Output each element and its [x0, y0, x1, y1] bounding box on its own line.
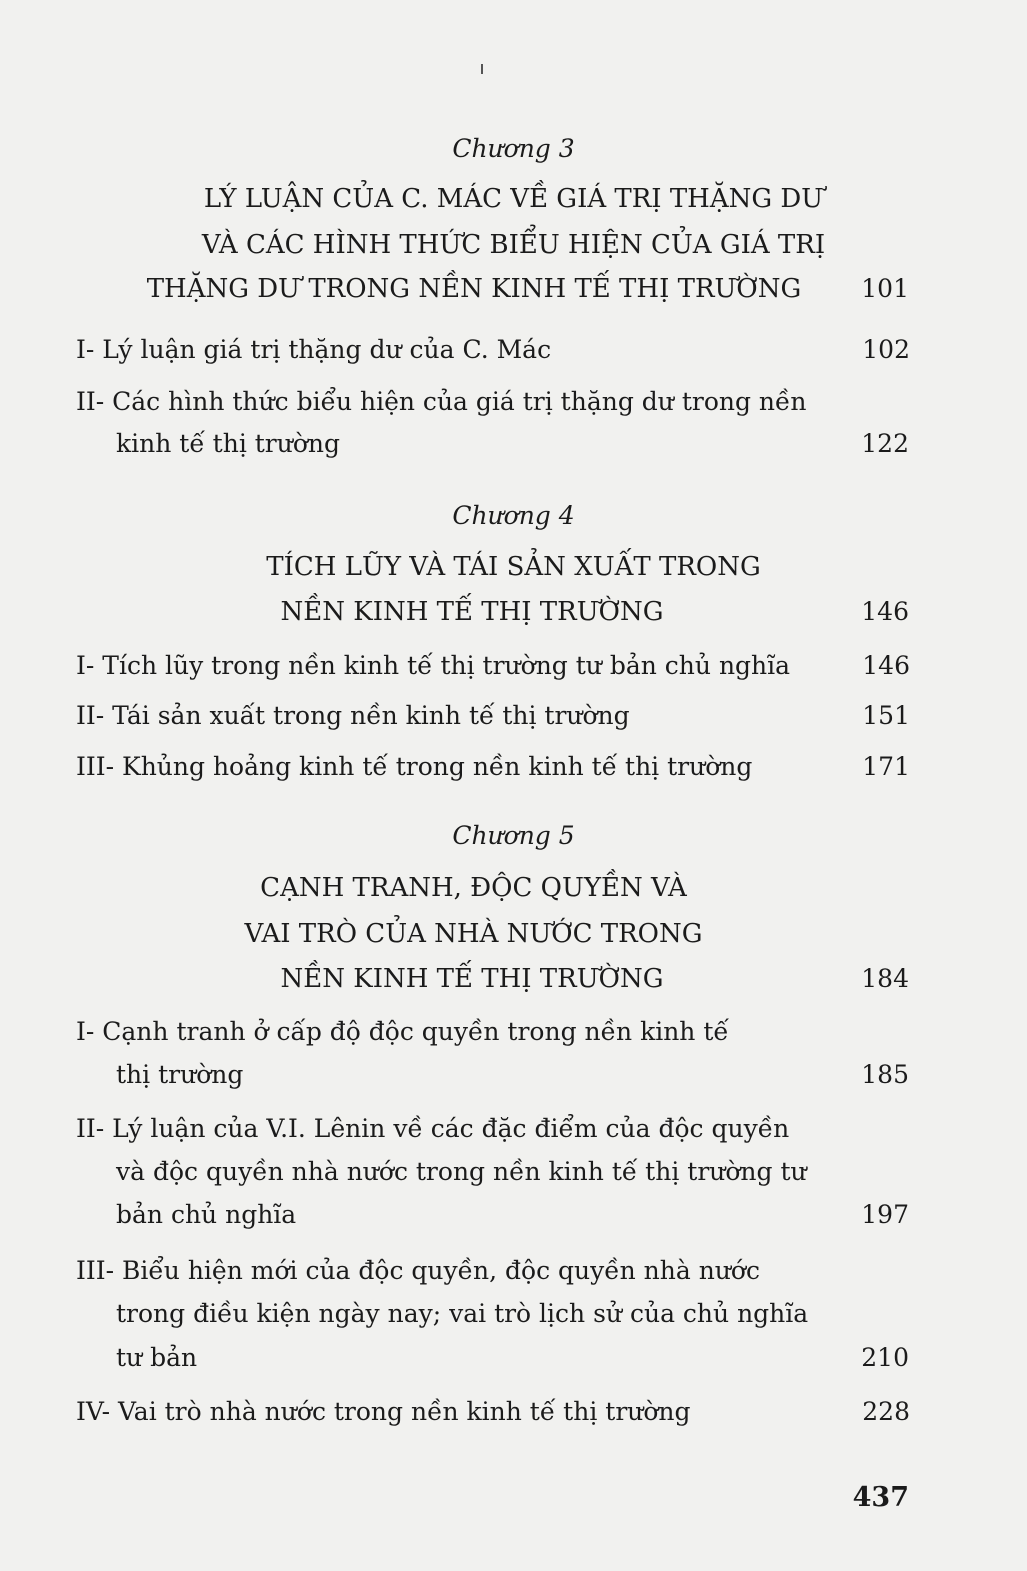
toc-entry	[76, 701, 910, 731]
chapter-3-title-line-3: THẶNG DƯ TRONG NỀN KINH TẾ THỊ TRƯỜNG	[146, 274, 802, 304]
toc-entry-page: 210	[861, 1343, 909, 1372]
toc-entry-text: II- Các hình thức biểu hiện của giá trị thặng dư trong nền	[76, 387, 807, 416]
toc-entry-text: III- Biểu hiện mới của độc quyền, độc quyền nhà nước	[76, 1256, 760, 1285]
toc-entry-text: II- Lý luận của V.I. Lênin về các đặc điểm của độc quyền	[76, 1114, 790, 1143]
chapter-5-title-line-1: CẠNH TRANH, ĐỘC QUYỀN VÀ	[260, 873, 687, 903]
chapter-3-label: Chương 3	[452, 134, 575, 163]
chapter-4-page: 146	[861, 597, 909, 626]
chapter-5-label: Chương 5	[452, 821, 575, 850]
toc-entry	[76, 1397, 910, 1427]
toc-entry-page: 197	[861, 1200, 909, 1229]
toc-entry	[76, 387, 910, 417]
toc-entry-text: I- Cạnh tranh ở cấp độ độc quyền trong nền kinh tế	[76, 1017, 729, 1046]
toc-entry	[76, 1017, 910, 1047]
chapter-5-title-line-2: VAI TRÒ CỦA NHÀ NƯỚC TRONG	[244, 919, 703, 949]
toc-entry-text: IV- Vai trò nhà nước trong nền kinh tế thị trường	[76, 1397, 691, 1426]
toc-entry	[76, 1114, 910, 1144]
toc-entry-page: 151	[862, 701, 910, 730]
toc-entry-page: 171	[862, 752, 910, 781]
chapter-5-page: 184	[861, 964, 909, 993]
toc-entry-continuation: và độc quyền nhà nước trong nền kinh tế thị trường tư	[116, 1157, 807, 1186]
chapter-3-page: 101	[861, 274, 909, 303]
toc-entry-page: 185	[861, 1060, 909, 1089]
chapter-3-title-line-1: LÝ LUẬN CỦA C. MÁC VỀ GIÁ TRỊ THẶNG DƯ	[203, 184, 824, 214]
page-number: 437	[852, 1482, 909, 1513]
toc-entry-page: 228	[862, 1397, 910, 1426]
chapter-4-title-line-1: TÍCH LŨY VÀ TÁI SẢN XUẤT TRONG	[266, 552, 761, 582]
toc-entry-text: II- Tái sản xuất trong nền kinh tế thị trường	[76, 701, 630, 730]
chapter-4-title-line-2: NỀN KINH TẾ THỊ TRƯỜNG	[280, 597, 664, 627]
chapter-5-title-line-3: NỀN KINH TẾ THỊ TRƯỜNG	[280, 964, 664, 994]
toc-entry-continuation: kinh tế thị trường	[116, 429, 341, 458]
toc-entry-continuation: thị trường	[116, 1060, 244, 1089]
chapter-3-title-line-2: VÀ CÁC HÌNH THỨC BIỂU HIỆN CỦA GIÁ TRỊ	[201, 230, 826, 260]
toc-entry-continuation: trong điều kiện ngày nay; vai trò lịch sử của chủ nghĩa	[116, 1299, 809, 1328]
toc-entry	[76, 335, 910, 365]
toc-entry-text: I- Lý luận giá trị thặng dư của C. Mác	[76, 335, 552, 364]
chapter-4-label: Chương 4	[452, 501, 575, 530]
toc-entry-continuation: bản chủ nghĩa	[116, 1200, 297, 1229]
toc-entry-text: I- Tích lũy trong nền kinh tế thị trường tư bản chủ nghĩa	[76, 651, 791, 680]
toc-entry-continuation: tư bản	[116, 1343, 198, 1372]
toc-entry	[76, 651, 910, 681]
toc-entry-page: 146	[862, 651, 910, 680]
toc-entry	[76, 1256, 910, 1286]
toc-entry-page: 122	[861, 429, 909, 458]
toc-entry-page: 102	[862, 335, 910, 364]
toc-entry-text: III- Khủng hoảng kinh tế trong nền kinh tế thị trường	[76, 752, 753, 781]
print-mark	[481, 64, 483, 74]
toc-entry	[76, 752, 910, 782]
